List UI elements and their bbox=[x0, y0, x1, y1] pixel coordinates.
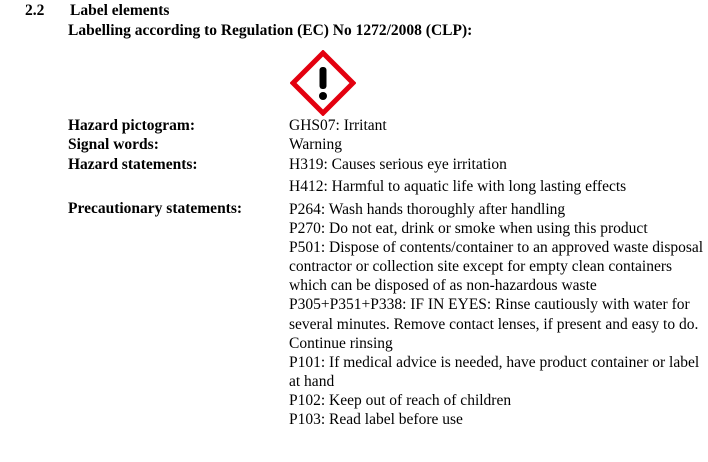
signal-word-value: Warning bbox=[289, 136, 342, 153]
precautionary-statement: P305+P351+P338: IF IN EYES: Rinse cautiously with water for several minutes. Remove contact lenses, if present and easy to do. Continue rinsing bbox=[289, 296, 699, 352]
hazard-statement: H412: Harmful to aquatic life with long lasting effects bbox=[289, 178, 627, 195]
hazard-statement: H319: Causes serious eye irritation bbox=[289, 156, 507, 173]
section-number: 2.2 bbox=[25, 2, 45, 19]
hazard-statements-label: Hazard statements: bbox=[68, 156, 198, 173]
hazard-pictogram-label: Hazard pictogram: bbox=[68, 117, 195, 134]
precautionary-statement: P101: If medical advice is needed, have product container or label at hand bbox=[289, 353, 700, 390]
precautionary-statement: P103: Read label before use bbox=[289, 411, 463, 429]
signal-words-label: Signal words: bbox=[68, 136, 159, 153]
precautionary-statement: P264: Wash hands thoroughly after handling bbox=[289, 201, 566, 218]
clp-subheading: Labelling according to Regulation (EC) No 1272/2008 (CLP): bbox=[68, 22, 473, 39]
precautionary-statement: P501: Dispose of contents/container to an approved waste disposal contractor or collection site except for empty clean containers which can be disposed of as non-hazardous waste bbox=[289, 239, 704, 295]
precautionary-statements-label: Precautionary statements: bbox=[68, 200, 243, 217]
hazard-pictogram-value: GHS07: Irritant bbox=[289, 117, 387, 134]
ghs07-exclamation-mark-icon bbox=[290, 50, 356, 116]
precautionary-statement: P270: Do not eat, drink or smoke when using this product bbox=[289, 220, 648, 238]
section-title: Label elements bbox=[70, 2, 170, 19]
precautionary-statement: P102: Keep out of reach of children bbox=[289, 391, 512, 409]
precautionary-statements-list bbox=[289, 200, 704, 429]
